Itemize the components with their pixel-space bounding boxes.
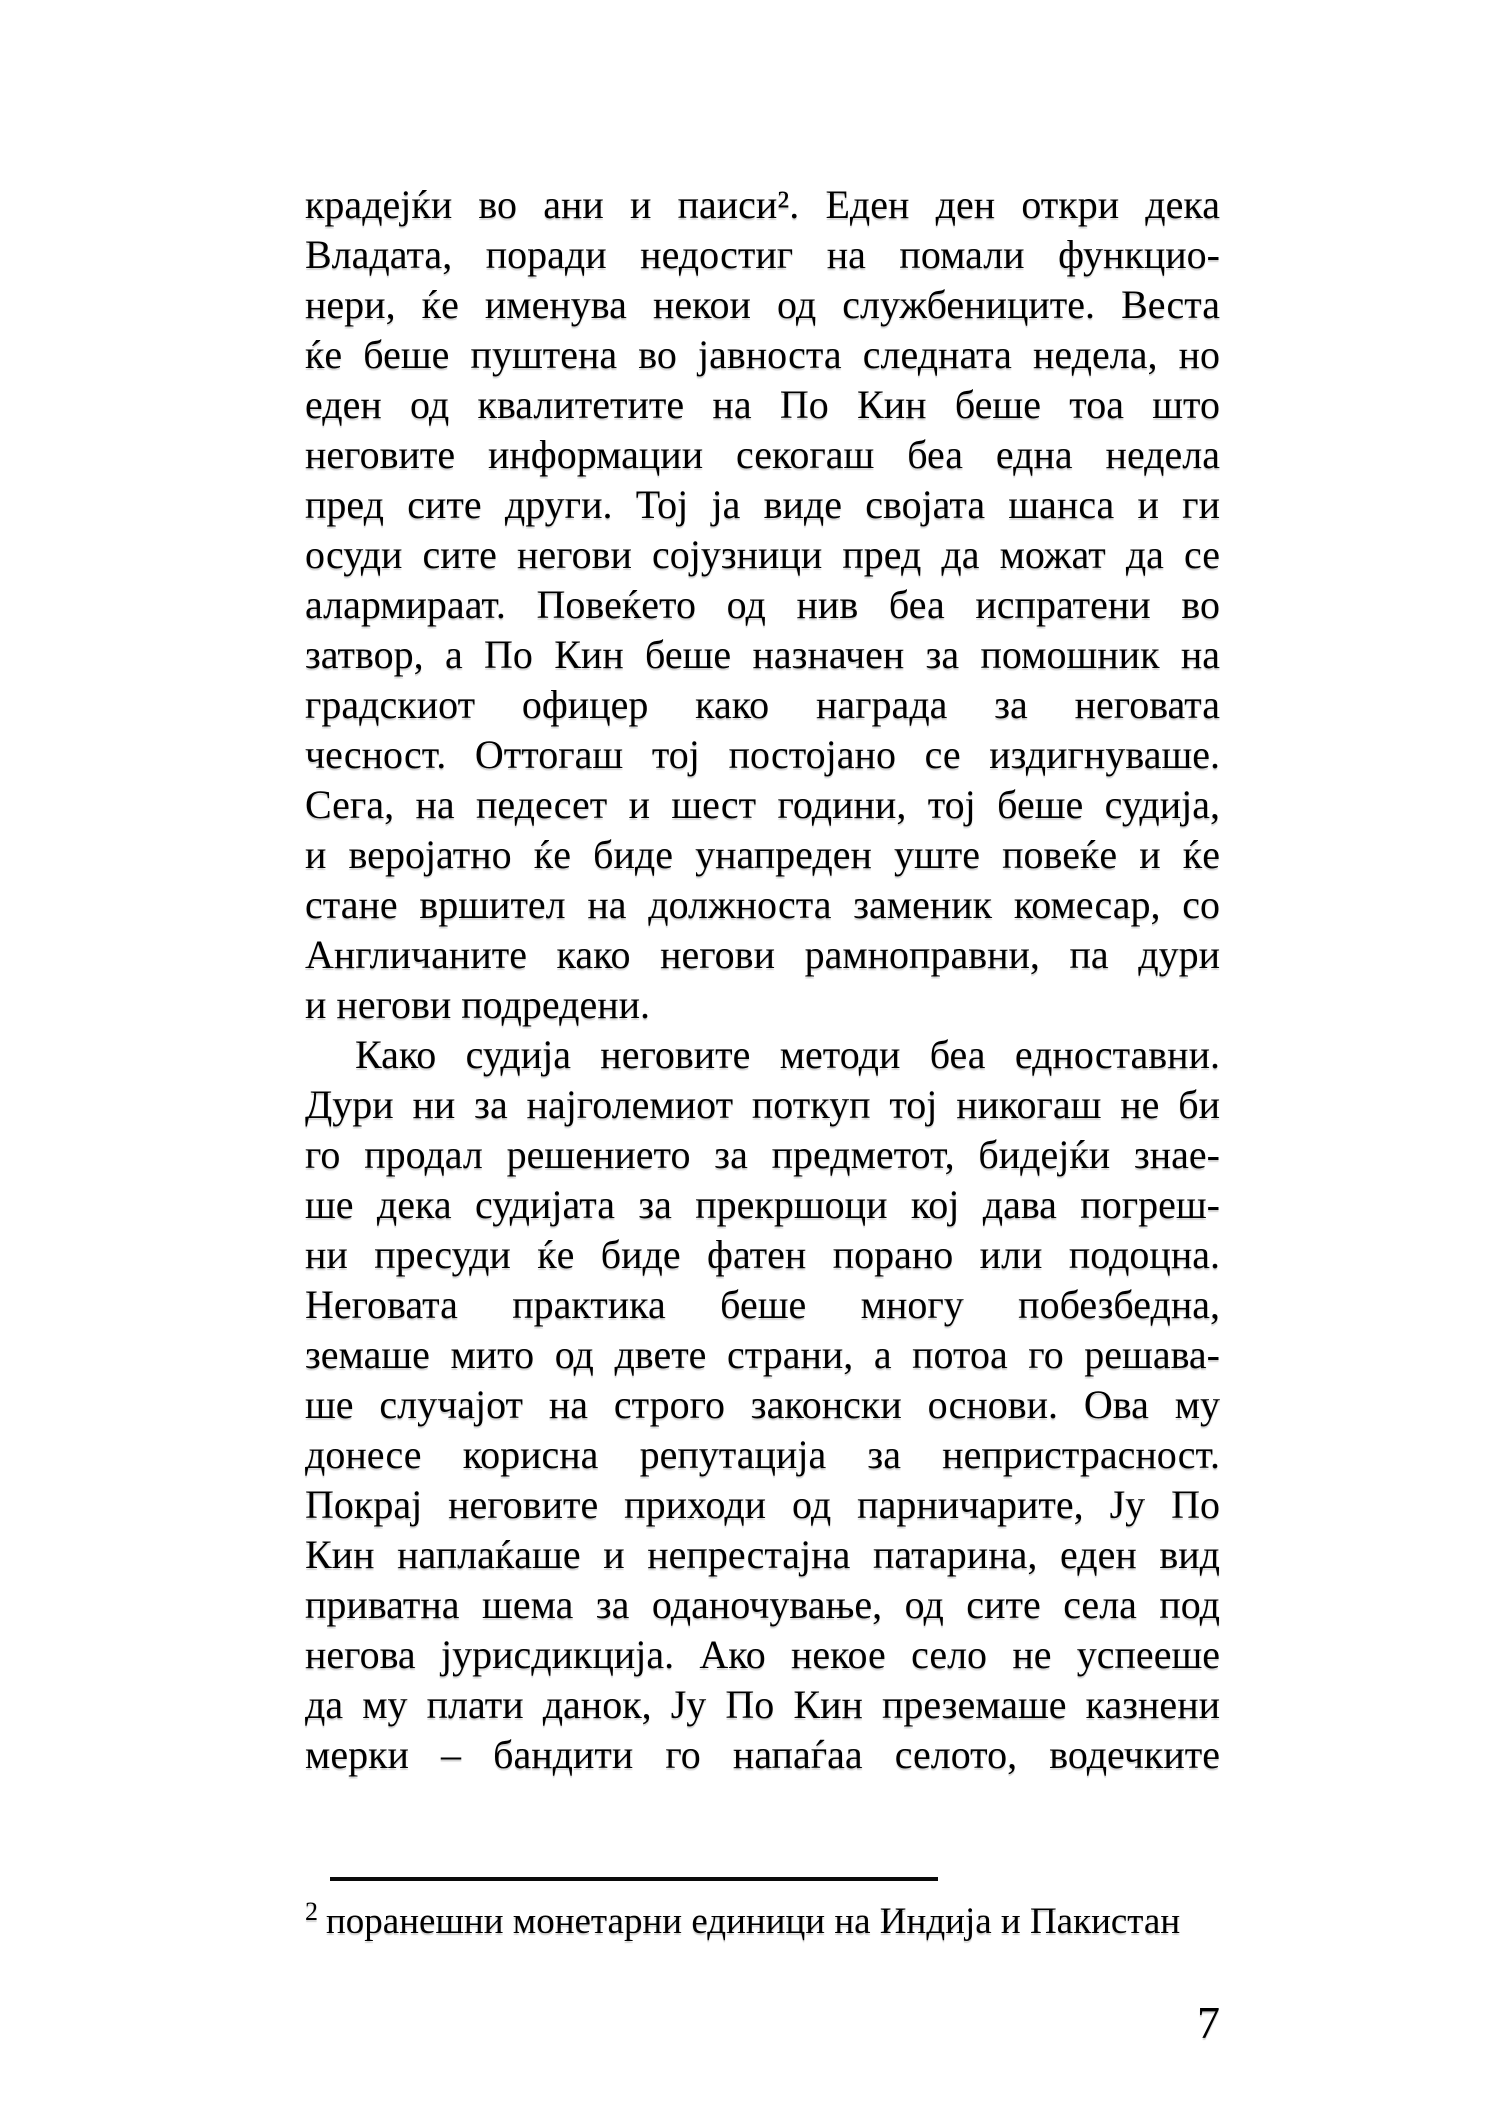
footnote-text: поранешни монетарни единици на Индија и Пакистан [326,1901,1181,1942]
text-line: осуди сите негови сојузници пред да можат да се [305,532,1220,577]
page-number: 7 [1197,1997,1220,2048]
text-line: ќе беше пуштена во јавноста следната недела, но [305,332,1220,377]
text-line: неговите информации секогаш беа една недела [305,432,1220,477]
text-line: Како судија неговите методи беа едноставни. [355,1032,1220,1077]
text-line: Дури ни за најголемиот поткуп тој никогаш не би [305,1082,1220,1127]
text-line: затвор, а По Кин беше назначен за помошник на [305,632,1220,677]
text-line: ше случајот на строго законски основи. Ова му [305,1382,1220,1427]
text-line: земаше мито од двете страни, а потоа го решава- [305,1332,1220,1377]
text-line: стане вршител на должноста заменик комесар, со [305,882,1220,927]
text-line: Кин наплаќаше и непрестајна патарина, еден вид [305,1532,1220,1577]
text-line: мерки – бандити го напаѓаа селото, водечките [305,1732,1220,1777]
text-line: и негови подредени. [305,982,651,1027]
text-line: ни пресуди ќе биде фатен порано или подоцна. [305,1232,1220,1277]
text-line: крадејќи во ани и паиси². Еден ден откри дека [305,182,1220,227]
text-line: приватна шема за оданочување, од сите села под [305,1582,1220,1627]
text-line: пред сите други. Тој ја виде својата шанса и ги [305,482,1220,527]
text-line: чесност. Оттогаш тој постојано се издигнуваше. [305,732,1220,777]
text-line: Англичаните како негови рамноправни, па дури [305,932,1220,977]
text-line: и веројатно ќе биде унапреден уште повеќе и ќе [305,832,1220,877]
text-line: алармираат. Повеќето од нив беа испратени во [305,582,1220,627]
text-line: Сега, на педесет и шест години, тој беше судија, [305,782,1220,827]
text-line: Покрај неговите приходи од парничарите, Ју По [305,1482,1220,1527]
text-line: го продал решението за предметот, бидејќи знае- [305,1132,1220,1177]
text-line: ше дека судијата за прекршоци кој дава погреш- [305,1182,1220,1227]
text-line: да му плати данок, Ју По Кин преземаше казнени [305,1682,1220,1727]
text-line: еден од квалитетите на По Кин беше тоа што [305,382,1220,427]
text-line: донесе корисна репутација за непристрасност. [305,1432,1220,1477]
footnote [305,1898,1220,1946]
text-line: негова јурисдикција. Ако некое село не успееше [305,1632,1220,1677]
text-line: Владата, поради недостиг на помали функцио- [305,232,1220,277]
body-text [305,180,1220,1780]
text-line: нери, ќе именува некои од службениците. Веста [305,282,1220,327]
footnote-separator [330,1877,938,1881]
text-line: Неговата практика беше многу побезбедна, [305,1282,1220,1327]
text-line: градскиот офицер како награда за неговата [305,682,1220,727]
footnote-marker: 2 [305,1896,318,1926]
